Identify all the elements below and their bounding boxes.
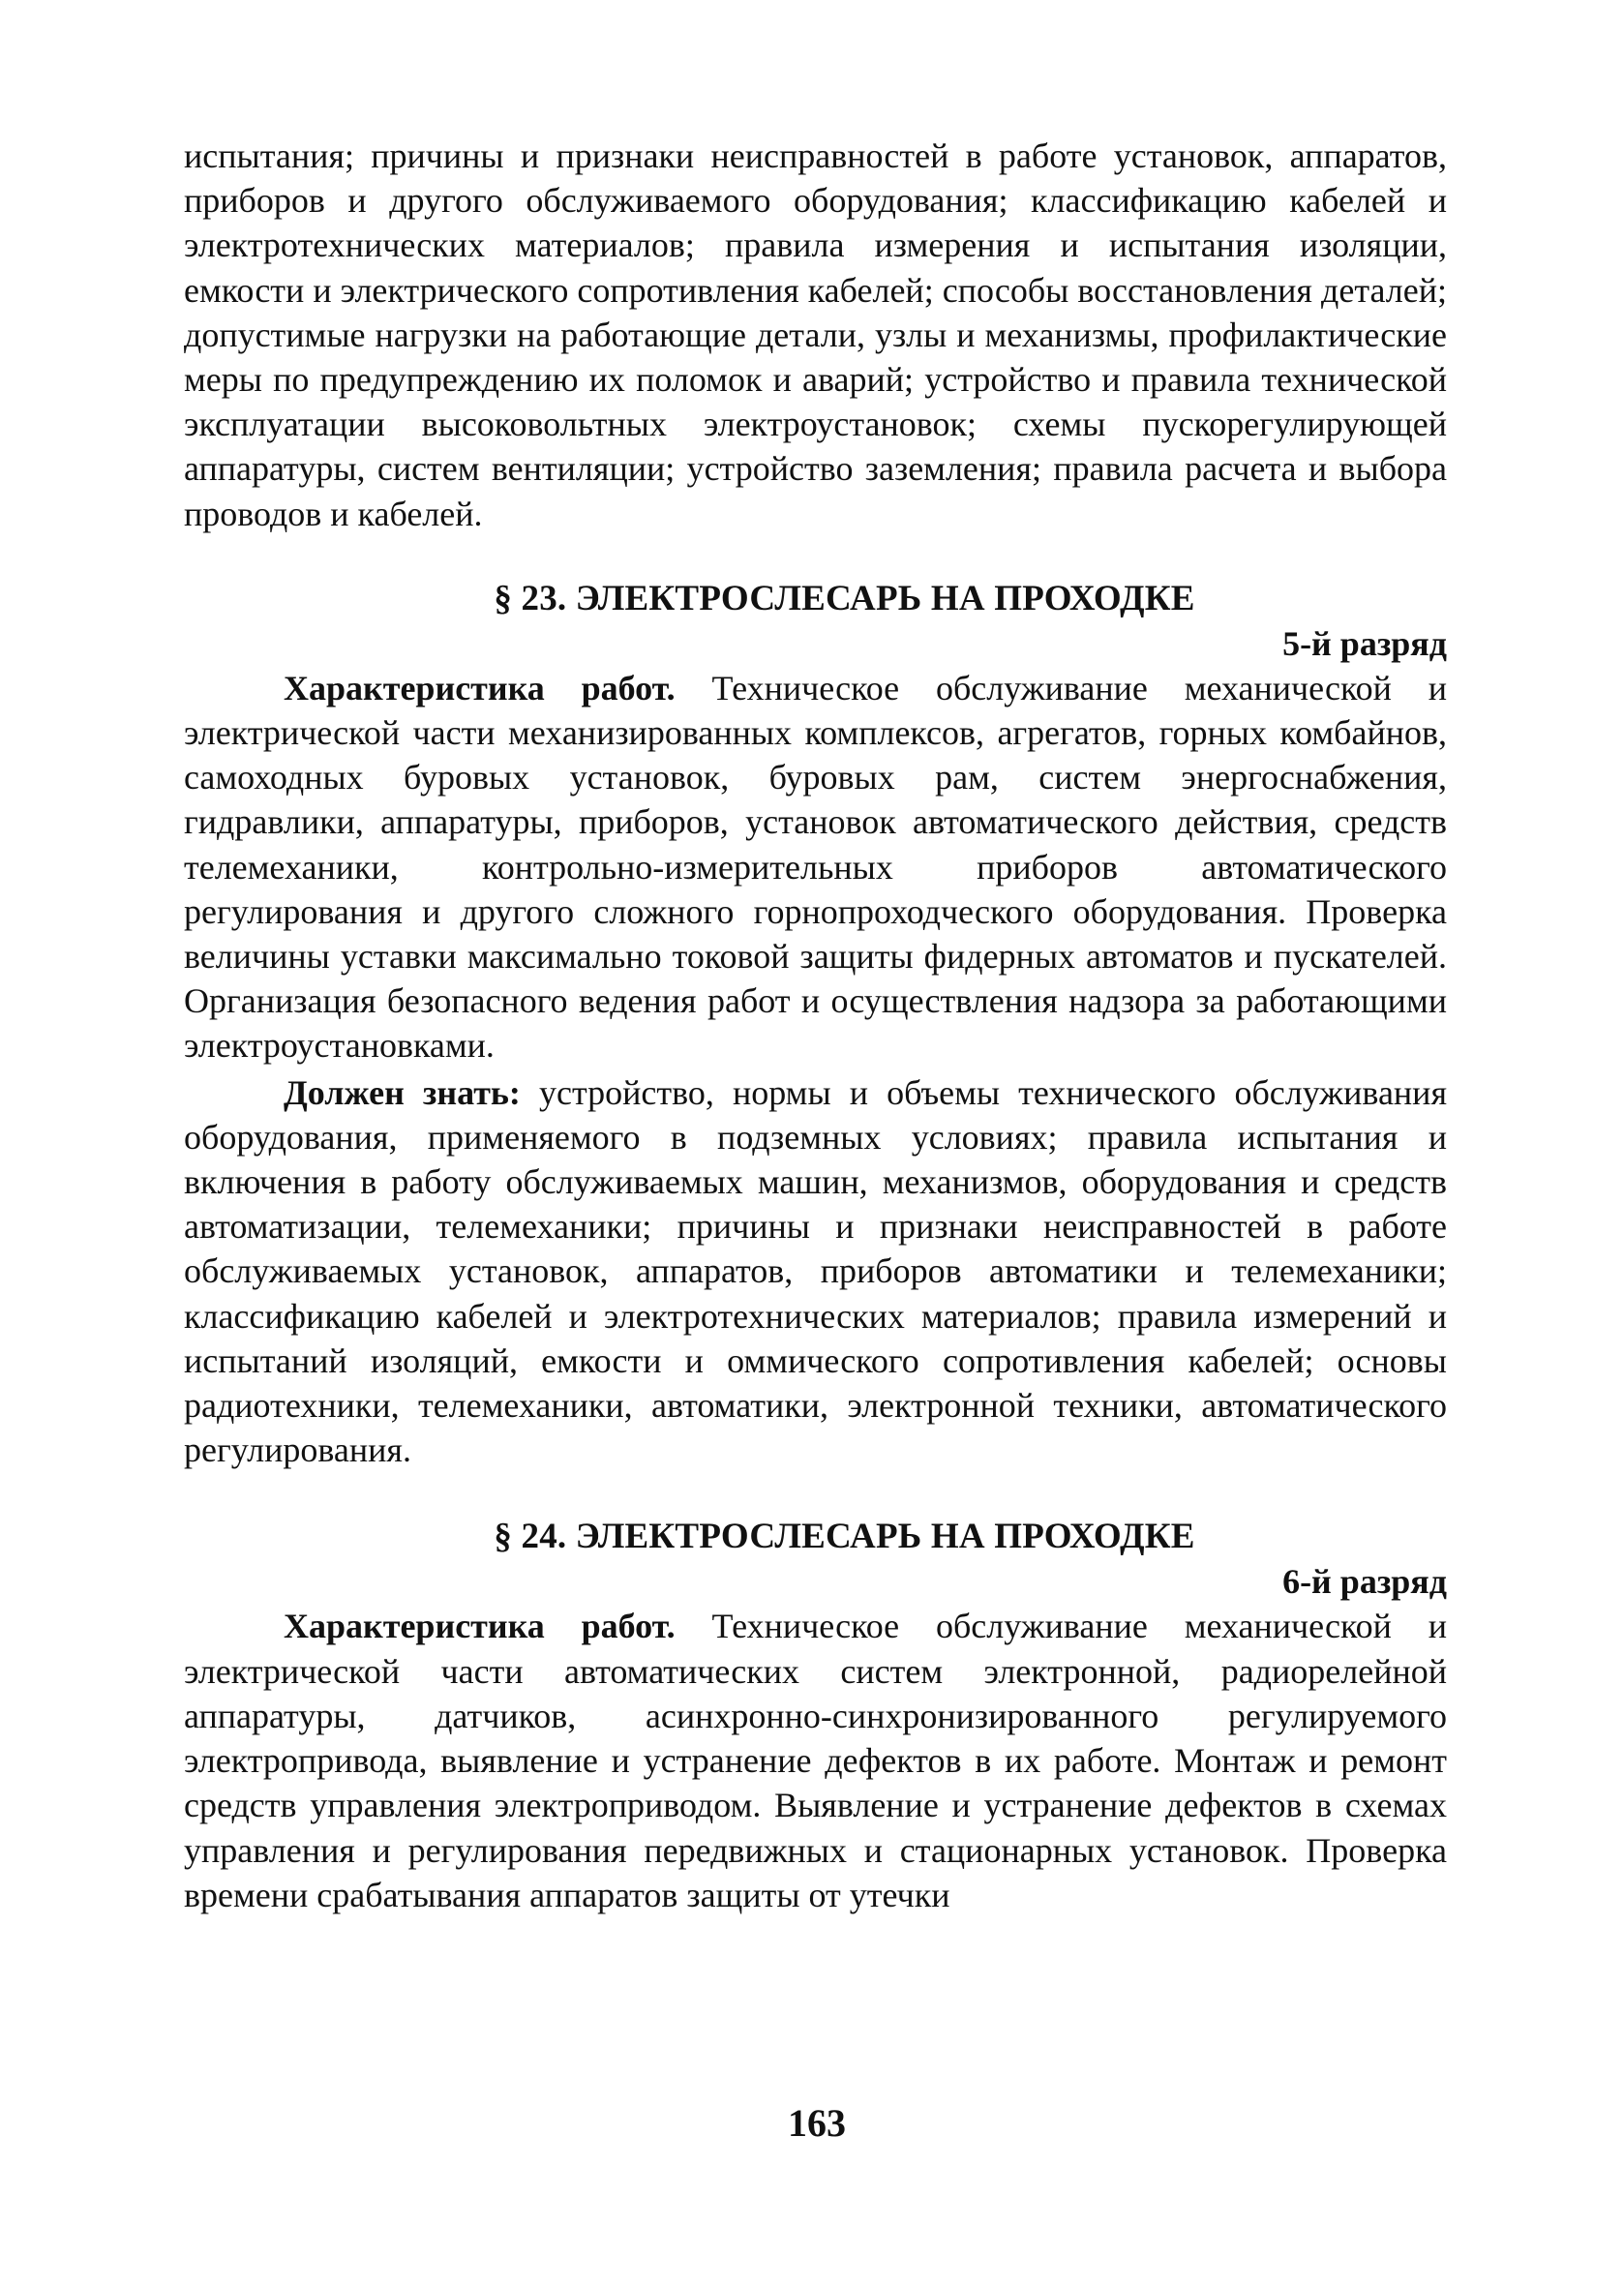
- section-23: [184, 577, 1447, 1473]
- section-24-rank: 6-й разряд: [1282, 1562, 1447, 1602]
- section-24-characteristics-text: Техническое обслуживание механической и электрической части автоматических систем электронной, радиорелейной аппаратуры, датчиков, асинхронно-синхронизированного регулируемого электропривода, выявление и устранение дефектов в их работе. Монтаж и ремонт средств управления электроприводом. Выявление и устранение дефектов в схемах управления и регулирования передвижных и стационарных установок. Проверка времени срабатывания аппаратов защиты от утечки: [184, 1607, 1447, 1914]
- section-23-knowledge: [184, 1070, 1447, 1473]
- section-23-knowledge-label: Должен знать:: [284, 1072, 521, 1112]
- section-24-heading: § 24. ЭЛЕКТРОСЛЕСАРЬ НА ПРОХОДКЕ: [494, 1517, 1195, 1557]
- page-number: 163: [788, 2101, 846, 2145]
- section-23-characteristics: [184, 666, 1447, 1068]
- section-24: [184, 1515, 1447, 1916]
- section-23-rank: 5-й разряд: [1282, 623, 1447, 663]
- section-23-characteristics-label: Характеристика работ.: [284, 668, 676, 707]
- section-23-knowledge-text: устройство, нормы и объемы технического обслуживания оборудования, применяемого в подземных условиях; правила испытания и включения в работу обслуживаемых машин, механизмов, оборудования и средств автоматизации, телемеханики; причины и признаки неисправностей в работе обслуживаемых установок, аппаратов, приборов автоматики и телемеханики; классификацию кабелей и электротехнических материалов; правила измерений и испытаний изоляций, емкости и оммического сопротивления кабелей; основы радиотехники, телемеханики, автоматики, электронной техники, автоматического регулирования.: [184, 1072, 1448, 1470]
- section-23-heading: § 23. ЭЛЕКТРОСЛЕСАРЬ НА ПРОХОДКЕ: [494, 578, 1195, 618]
- section-24-characteristics: [184, 1604, 1447, 1916]
- section-23-characteristics-text: Техническое обслуживание механической и электрической части механизированных комплексов, агрегатов, горных комбайнов, самоходных буровых установок, буровых рам, систем энергоснабжения, гидравлики, аппаратуры, приборов, установок автоматического действия, средств телемеханики, контрольно-измерительных приборов автоматического регулирования и другого сложного горнопроходческого оборудования. Проверка величины уставки максимально токовой защиты фидерных автоматов и пускателей. Организация безопасного ведения работ и осуществления надзора за работающими электроустановками.: [184, 668, 1447, 1066]
- intro-paragraph: испытания; причины и признаки неисправностей в работе установок, аппаратов, приборов и другого обслуживаемого оборудования; классификацию кабелей и электротехнических материалов; правила измерения и испытания изоляции, емкости и электрического сопротивления кабелей; способы восстановления деталей; допустимые нагрузки на работающие детали, узлы и механизмы, профилактические меры по предупреждению их поломок и аварий; устройство и правила технической эксплуатации высоковольтных электроустановок; схемы пускорегулирующей аппаратуры, систем вентиляции; устройство заземления; правила расчета и выбора проводов и кабелей.: [184, 136, 1447, 533]
- page-body: [184, 134, 1447, 1917]
- section-24-characteristics-label: Характеристика работ.: [284, 1607, 676, 1646]
